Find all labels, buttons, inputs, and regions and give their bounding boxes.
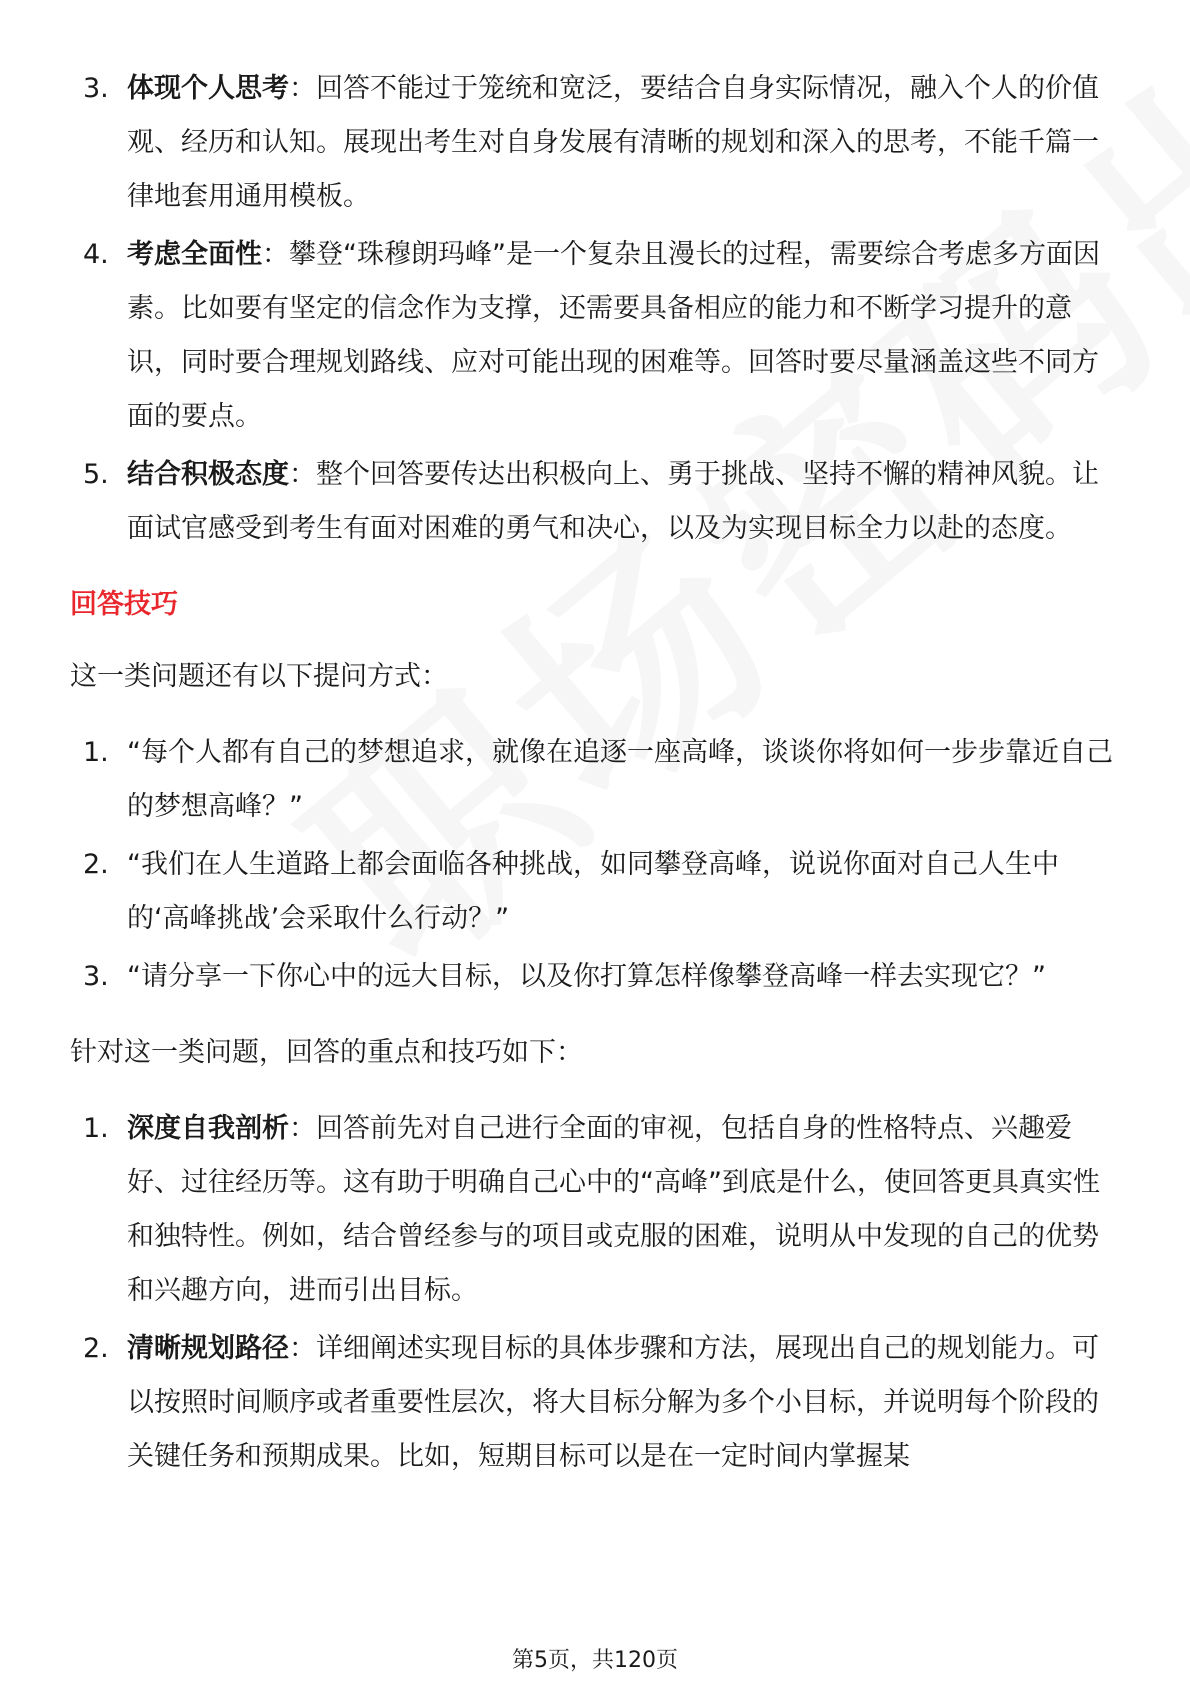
list-item: [70, 950, 1120, 1004]
list-item: [70, 1322, 1120, 1484]
list-item: [70, 448, 1120, 556]
section-title: 回答技巧: [70, 589, 178, 620]
list-item: [70, 228, 1120, 444]
item-text: “我们在人生道路上都会面临各种挑战，如同攀登高峰，说说你面对自己人生中的‘高峰挑战’会采取什么行动？”: [127, 849, 1059, 934]
list-number: 5.: [83, 459, 109, 490]
item-title: 结合积极态度: [127, 459, 289, 490]
list-number: 3.: [83, 73, 109, 104]
list-number: 3.: [83, 961, 109, 992]
item-title: 考虑全面性: [127, 239, 262, 270]
tips-list: [70, 1102, 1120, 1484]
item-text: ：回答前先对自己进行全面的审视，包括自身的性格特点、兴趣爱好、过往经历等。这有助于明确自己心中的“高峰”到底是什么，使回答更具真实性和独特性。例如，结合曾经参与的项目或克服的困难，说明从中发现的自己的优势和兴趣方向，进而引出目标。: [127, 1113, 1100, 1306]
item-text: “请分享一下你心中的远大目标，以及你打算怎样像攀登高峰一样去实现它？”: [127, 961, 1046, 992]
list-number: 4.: [83, 239, 109, 270]
page-footer: 第5页，共120页: [512, 1648, 678, 1673]
item-text: “每个人都有自己的梦想追求，就像在追逐一座高峰，谈谈你将如何一步步靠近自己的梦想高峰？”: [127, 737, 1113, 822]
item-title: 体现个人思考: [127, 73, 289, 104]
list-item: [70, 726, 1120, 834]
item-text: ：回答不能过于笼统和宽泛，要结合自身实际情况，融入个人的价值观、经历和认知。展现出考生对自身发展有清晰的规划和深入的思考，不能千篇一律地套用通用模板。: [127, 73, 1099, 212]
intro-paragraph: 这一类问题还有以下提问方式：: [70, 661, 448, 692]
list-item: [70, 62, 1120, 224]
list-number: 2.: [83, 849, 109, 880]
page-content: [70, 62, 1120, 1488]
item-text: ：攀登“珠穆朗玛峰”是一个复杂且漫长的过程，需要综合考虑多方面因素。比如要有坚定的信念作为支撑，还需要具备相应的能力和不断学习提升的意识，同时要合理规划路线、应对可能出现的困难等。回答时要尽量涵盖这些不同方面的要点。: [127, 239, 1100, 432]
list-number: 2.: [83, 1333, 109, 1364]
item-text: ：详细阐述实现目标的具体步骤和方法，展现出自己的规划能力。可以按照时间顺序或者重要性层次，将大目标分解为多个小目标，并说明每个阶段的关键任务和预期成果。比如，短期目标可以是在一定时间内掌握某: [127, 1333, 1099, 1472]
list-number: 1.: [83, 737, 109, 768]
intro-paragraph: 针对这一类问题，回答的重点和技巧如下：: [70, 1037, 583, 1068]
item-text: ：整个回答要传达出积极向上、勇于挑战、坚持不懈的精神风貌。让面试官感受到考生有面对困难的勇气和决心，以及为实现目标全力以赴的态度。: [127, 459, 1099, 544]
key-points-list: [70, 62, 1120, 556]
list-number: 1.: [83, 1113, 109, 1144]
question-list: [70, 726, 1120, 1004]
list-item: [70, 1102, 1120, 1318]
list-item: [70, 838, 1120, 946]
item-title: 清晰规划路径: [127, 1333, 289, 1364]
item-title: 深度自我剖析: [127, 1113, 289, 1144]
